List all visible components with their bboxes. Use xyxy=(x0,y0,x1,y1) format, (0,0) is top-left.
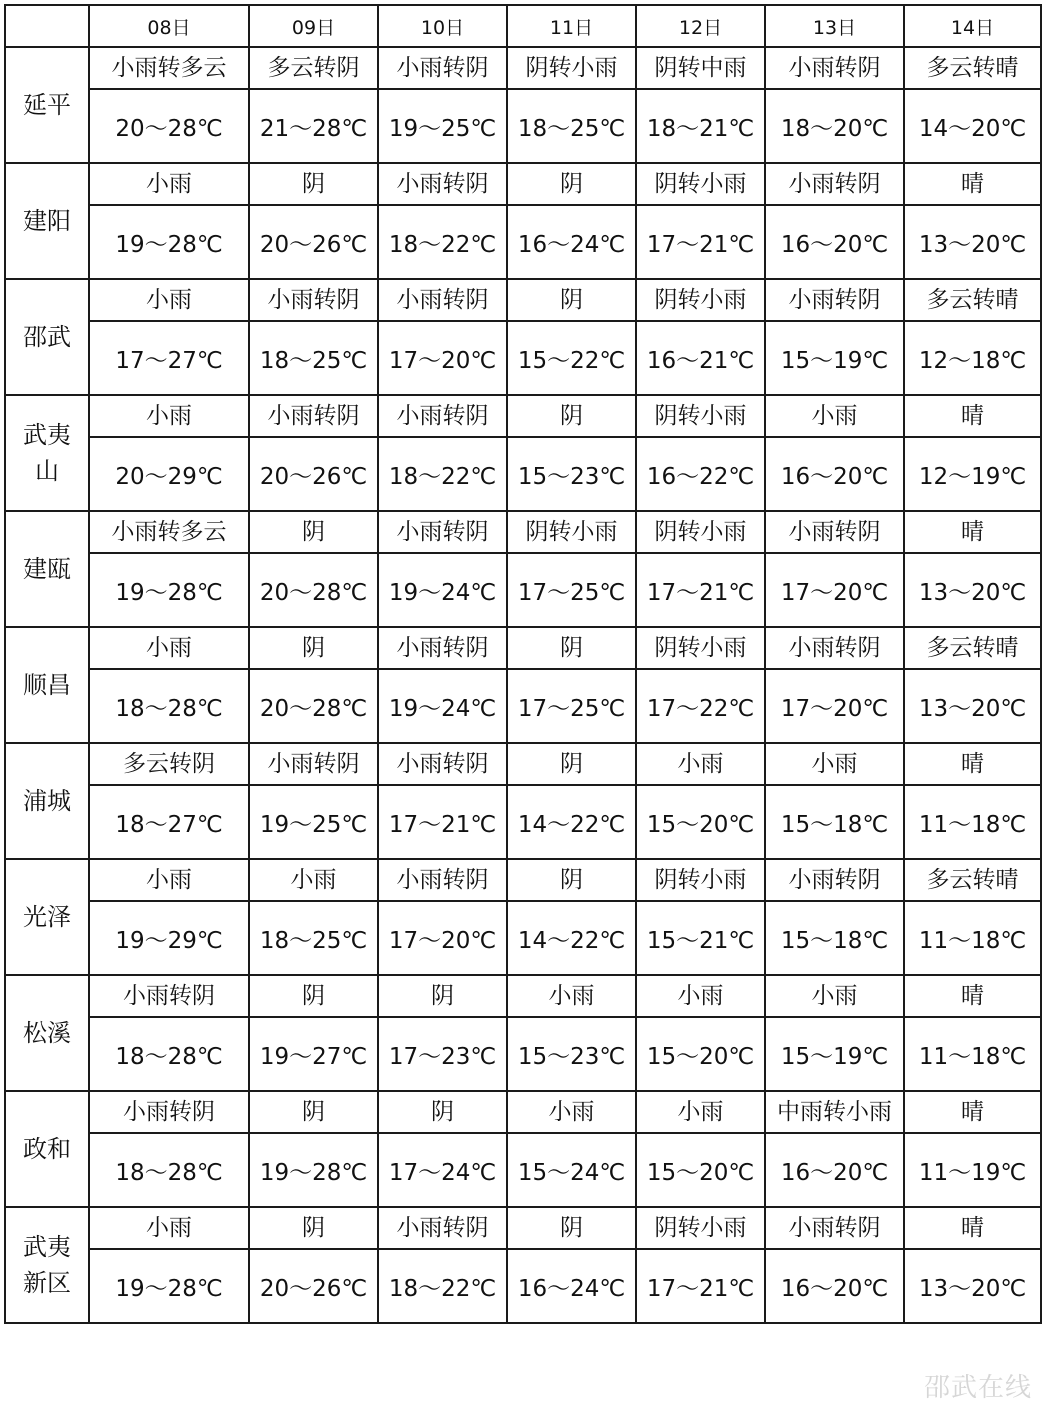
weather-cell: 小雨 xyxy=(765,395,904,437)
weather-cell: 晴 xyxy=(904,511,1041,553)
temperature-row xyxy=(5,1017,1041,1091)
temperature-cell: 18～20℃ xyxy=(765,89,904,163)
weather-cell: 小雨转阴 xyxy=(378,395,507,437)
temperature-cell: 17～20℃ xyxy=(378,321,507,395)
temperature-cell: 17～23℃ xyxy=(378,1017,507,1091)
temperature-cell: 15～23℃ xyxy=(507,1017,636,1091)
forecast-body xyxy=(5,47,1041,1323)
weather-cell: 阴转小雨 xyxy=(636,395,765,437)
temperature-cell: 15～23℃ xyxy=(507,437,636,511)
temperature-cell: 16～20℃ xyxy=(765,1133,904,1207)
weather-cell: 阴 xyxy=(507,395,636,437)
weather-cell: 小雨转阴 xyxy=(765,279,904,321)
temperature-cell: 18～21℃ xyxy=(636,89,765,163)
temperature-cell: 19～24℃ xyxy=(378,553,507,627)
weather-row xyxy=(5,47,1041,89)
day-header: 14日 xyxy=(904,5,1041,47)
weather-row xyxy=(5,511,1041,553)
weather-cell: 小雨转阴 xyxy=(89,975,249,1017)
temperature-cell: 15～18℃ xyxy=(765,785,904,859)
weather-cell: 小雨转阴 xyxy=(249,395,378,437)
weather-row xyxy=(5,1091,1041,1133)
weather-cell: 阴 xyxy=(249,511,378,553)
weather-cell: 小雨转阴 xyxy=(765,163,904,205)
temperature-cell: 20～28℃ xyxy=(89,89,249,163)
city-name: 顺昌 xyxy=(5,627,89,743)
watermark-text: 邵武在线 xyxy=(923,1373,1032,1403)
day-header: 13日 xyxy=(765,5,904,47)
weather-cell: 小雨 xyxy=(89,1207,249,1249)
temperature-cell: 18～25℃ xyxy=(249,321,378,395)
temperature-cell: 20～28℃ xyxy=(249,553,378,627)
weather-cell: 小雨转阴 xyxy=(765,859,904,901)
temperature-cell: 14～22℃ xyxy=(507,785,636,859)
temperature-cell: 15～18℃ xyxy=(765,901,904,975)
temperature-cell: 18～27℃ xyxy=(89,785,249,859)
weather-cell: 小雨 xyxy=(89,859,249,901)
weather-cell: 多云转晴 xyxy=(904,279,1041,321)
weather-cell: 小雨转阴 xyxy=(378,627,507,669)
city-name: 建阳 xyxy=(5,163,89,279)
weather-row xyxy=(5,279,1041,321)
temperature-cell: 15～22℃ xyxy=(507,321,636,395)
weather-cell: 小雨转阴 xyxy=(765,1207,904,1249)
weather-cell: 小雨转阴 xyxy=(378,511,507,553)
weather-cell: 小雨 xyxy=(765,743,904,785)
temperature-row xyxy=(5,205,1041,279)
weather-row xyxy=(5,163,1041,205)
temperature-cell: 17～20℃ xyxy=(765,669,904,743)
temperature-cell: 16～20℃ xyxy=(765,437,904,511)
temperature-cell: 16～24℃ xyxy=(507,1249,636,1323)
weather-cell: 小雨转阴 xyxy=(765,627,904,669)
temperature-cell: 20～28℃ xyxy=(249,669,378,743)
weather-cell: 阴转小雨 xyxy=(507,47,636,89)
weather-row xyxy=(5,975,1041,1017)
temperature-cell: 19～28℃ xyxy=(89,205,249,279)
weather-cell: 阴转小雨 xyxy=(636,279,765,321)
header-row xyxy=(5,5,1041,47)
weather-row xyxy=(5,743,1041,785)
weather-cell: 小雨转阴 xyxy=(378,1207,507,1249)
weather-cell: 阴 xyxy=(507,163,636,205)
temperature-cell: 19～27℃ xyxy=(249,1017,378,1091)
weather-cell: 阴 xyxy=(507,627,636,669)
city-name: 建瓯 xyxy=(5,511,89,627)
forecast-table xyxy=(4,4,1042,1324)
temperature-cell: 19～29℃ xyxy=(89,901,249,975)
corner-cell xyxy=(5,5,89,47)
weather-cell: 多云转晴 xyxy=(904,47,1041,89)
temperature-cell: 17～20℃ xyxy=(378,901,507,975)
weather-cell: 小雨 xyxy=(89,279,249,321)
city-name: 武夷 山 xyxy=(5,395,89,511)
temperature-cell: 20～26℃ xyxy=(249,1249,378,1323)
temperature-cell: 16～22℃ xyxy=(636,437,765,511)
day-header: 10日 xyxy=(378,5,507,47)
temperature-cell: 16～24℃ xyxy=(507,205,636,279)
city-name: 延平 xyxy=(5,47,89,163)
temperature-cell: 15～20℃ xyxy=(636,1017,765,1091)
temperature-cell: 15～24℃ xyxy=(507,1133,636,1207)
weather-cell: 阴 xyxy=(507,859,636,901)
day-header: 12日 xyxy=(636,5,765,47)
temperature-row xyxy=(5,553,1041,627)
weather-cell: 小雨转阴 xyxy=(378,279,507,321)
temperature-row xyxy=(5,669,1041,743)
temperature-cell: 20～26℃ xyxy=(249,205,378,279)
weather-cell: 阴转小雨 xyxy=(636,1207,765,1249)
temperature-cell: 16～20℃ xyxy=(765,205,904,279)
temperature-cell: 19～24℃ xyxy=(378,669,507,743)
weather-cell: 阴 xyxy=(249,975,378,1017)
weather-cell: 小雨转阴 xyxy=(378,859,507,901)
day-header: 08日 xyxy=(89,5,249,47)
temperature-cell: 11～19℃ xyxy=(904,1133,1041,1207)
temperature-cell: 14～22℃ xyxy=(507,901,636,975)
temperature-cell: 17～21℃ xyxy=(636,1249,765,1323)
weather-cell: 小雨转阴 xyxy=(378,163,507,205)
temperature-cell: 18～25℃ xyxy=(249,901,378,975)
weather-cell: 阴转小雨 xyxy=(636,859,765,901)
weather-cell: 多云转阴 xyxy=(89,743,249,785)
weather-cell: 小雨转阴 xyxy=(765,47,904,89)
temperature-row xyxy=(5,785,1041,859)
city-name: 松溪 xyxy=(5,975,89,1091)
temperature-cell: 13～20℃ xyxy=(904,205,1041,279)
weather-cell: 晴 xyxy=(904,395,1041,437)
temperature-cell: 11～18℃ xyxy=(904,1017,1041,1091)
day-header: 11日 xyxy=(507,5,636,47)
temperature-cell: 20～29℃ xyxy=(89,437,249,511)
temperature-cell: 16～21℃ xyxy=(636,321,765,395)
temperature-cell: 17～21℃ xyxy=(378,785,507,859)
temperature-cell: 15～20℃ xyxy=(636,1133,765,1207)
weather-cell: 晴 xyxy=(904,975,1041,1017)
city-name: 政和 xyxy=(5,1091,89,1207)
temperature-cell: 15～19℃ xyxy=(765,1017,904,1091)
city-name: 光泽 xyxy=(5,859,89,975)
weather-row xyxy=(5,859,1041,901)
temperature-cell: 15～20℃ xyxy=(636,785,765,859)
temperature-cell: 19～28℃ xyxy=(249,1133,378,1207)
weather-cell: 小雨转阴 xyxy=(378,743,507,785)
temperature-cell: 17～25℃ xyxy=(507,553,636,627)
temperature-row xyxy=(5,321,1041,395)
temperature-cell: 17～27℃ xyxy=(89,321,249,395)
weather-cell: 阴转小雨 xyxy=(636,163,765,205)
weather-cell: 阴 xyxy=(378,975,507,1017)
weather-cell: 小雨 xyxy=(507,975,636,1017)
temperature-cell: 13～20℃ xyxy=(904,553,1041,627)
temperature-cell: 13～20℃ xyxy=(904,669,1041,743)
temperature-cell: 20～26℃ xyxy=(249,437,378,511)
weather-cell: 小雨转阴 xyxy=(249,279,378,321)
temperature-row xyxy=(5,89,1041,163)
temperature-cell: 19～25℃ xyxy=(249,785,378,859)
temperature-cell: 18～22℃ xyxy=(378,205,507,279)
temperature-cell: 11～18℃ xyxy=(904,901,1041,975)
temperature-row xyxy=(5,1249,1041,1323)
weather-cell: 小雨 xyxy=(89,163,249,205)
weather-cell: 小雨 xyxy=(507,1091,636,1133)
weather-cell: 阴转中雨 xyxy=(636,47,765,89)
temperature-cell: 13～20℃ xyxy=(904,1249,1041,1323)
weather-cell: 小雨转多云 xyxy=(89,511,249,553)
temperature-row xyxy=(5,437,1041,511)
temperature-row xyxy=(5,1133,1041,1207)
temperature-cell: 19～28℃ xyxy=(89,1249,249,1323)
weather-cell: 小雨 xyxy=(89,627,249,669)
weather-cell: 小雨转多云 xyxy=(89,47,249,89)
temperature-cell: 18～25℃ xyxy=(507,89,636,163)
weather-cell: 多云转阴 xyxy=(249,47,378,89)
temperature-cell: 17～20℃ xyxy=(765,553,904,627)
temperature-cell: 18～28℃ xyxy=(89,1017,249,1091)
weather-cell: 小雨 xyxy=(636,743,765,785)
temperature-cell: 19～28℃ xyxy=(89,553,249,627)
temperature-cell: 14～20℃ xyxy=(904,89,1041,163)
weather-cell: 阴 xyxy=(249,627,378,669)
weather-cell: 小雨 xyxy=(636,975,765,1017)
weather-row xyxy=(5,1207,1041,1249)
temperature-cell: 21～28℃ xyxy=(249,89,378,163)
temperature-cell: 12～18℃ xyxy=(904,321,1041,395)
city-name: 浦城 xyxy=(5,743,89,859)
weather-cell: 小雨 xyxy=(765,975,904,1017)
day-header: 09日 xyxy=(249,5,378,47)
temperature-cell: 11～18℃ xyxy=(904,785,1041,859)
weather-cell: 阴 xyxy=(507,743,636,785)
temperature-cell: 18～22℃ xyxy=(378,1249,507,1323)
weather-cell: 阴转小雨 xyxy=(636,627,765,669)
weather-cell: 多云转晴 xyxy=(904,627,1041,669)
weather-cell: 晴 xyxy=(904,1091,1041,1133)
weather-cell: 阴转小雨 xyxy=(507,511,636,553)
temperature-cell: 17～21℃ xyxy=(636,205,765,279)
weather-cell: 小雨转阴 xyxy=(765,511,904,553)
temperature-cell: 18～22℃ xyxy=(378,437,507,511)
weather-cell: 小雨转阴 xyxy=(249,743,378,785)
temperature-cell: 15～19℃ xyxy=(765,321,904,395)
temperature-cell: 17～24℃ xyxy=(378,1133,507,1207)
weather-cell: 阴 xyxy=(249,1091,378,1133)
city-name: 武夷 新区 xyxy=(5,1207,89,1323)
weather-cell: 小雨 xyxy=(636,1091,765,1133)
weather-cell: 阴 xyxy=(507,1207,636,1249)
temperature-cell: 18～28℃ xyxy=(89,1133,249,1207)
weather-cell: 晴 xyxy=(904,1207,1041,1249)
temperature-cell: 17～25℃ xyxy=(507,669,636,743)
weather-cell: 晴 xyxy=(904,163,1041,205)
weather-cell: 阴 xyxy=(507,279,636,321)
temperature-cell: 17～21℃ xyxy=(636,553,765,627)
weather-cell: 小雨 xyxy=(89,395,249,437)
weather-row xyxy=(5,395,1041,437)
weather-cell: 中雨转小雨 xyxy=(765,1091,904,1133)
weather-cell: 阴转小雨 xyxy=(636,511,765,553)
city-name: 邵武 xyxy=(5,279,89,395)
temperature-row xyxy=(5,901,1041,975)
weather-row xyxy=(5,627,1041,669)
weather-cell: 晴 xyxy=(904,743,1041,785)
temperature-cell: 16～20℃ xyxy=(765,1249,904,1323)
temperature-cell: 12～19℃ xyxy=(904,437,1041,511)
temperature-cell: 17～22℃ xyxy=(636,669,765,743)
temperature-cell: 18～28℃ xyxy=(89,669,249,743)
weather-cell: 小雨 xyxy=(249,859,378,901)
weather-cell: 多云转晴 xyxy=(904,859,1041,901)
weather-cell: 小雨转阴 xyxy=(89,1091,249,1133)
temperature-cell: 19～25℃ xyxy=(378,89,507,163)
weather-cell: 阴 xyxy=(249,1207,378,1249)
temperature-cell: 15～21℃ xyxy=(636,901,765,975)
weather-cell: 阴 xyxy=(378,1091,507,1133)
weather-cell: 小雨转阴 xyxy=(378,47,507,89)
weather-cell: 阴 xyxy=(249,163,378,205)
